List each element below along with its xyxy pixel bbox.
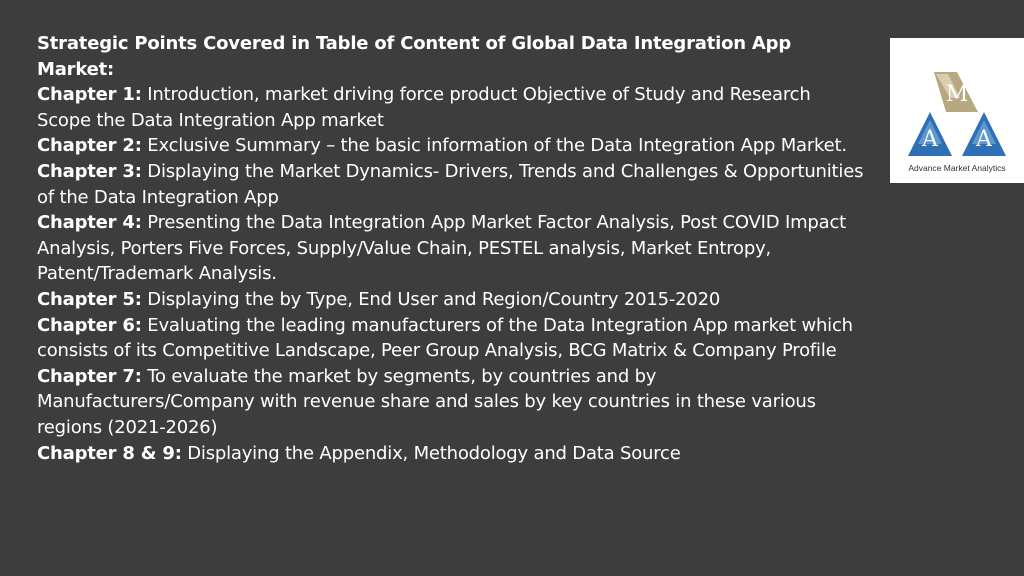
- table-of-contents: [37, 31, 867, 466]
- chapter-text: Displaying the Appendix, Methodology and Data Source: [187, 442, 681, 464]
- chapter-item: [37, 313, 867, 364]
- chapter-label: Chapter 8 & 9:: [37, 442, 182, 464]
- chapter-label: Chapter 1:: [37, 84, 142, 106]
- chapter-text: Displaying the by Type, End User and Region/Country 2015-2020: [147, 288, 721, 310]
- logo-company-name: Advance Market Analytics: [908, 163, 1006, 173]
- chapter-item: [37, 287, 867, 313]
- chapter-text: Exclusive Summary – the basic information of the Data Integration App Market.: [147, 135, 847, 157]
- chapter-label: Chapter 2:: [37, 135, 142, 157]
- chapter-label: Chapter 7:: [37, 365, 142, 387]
- chapter-label: Chapter 5:: [37, 288, 142, 310]
- chapter-text: Displaying the Market Dynamics- Drivers, Trends and Challenges & Opportunities of the Data Integration App: [37, 160, 864, 208]
- chapter-text: Evaluating the leading manufacturers of the Data Integration App market which consists of its Competitive Landscape, Peer Group Analysis, BCG Matrix & Company Profile: [37, 314, 853, 362]
- chapter-label: Chapter 4:: [37, 212, 142, 234]
- company-logo: [890, 38, 1024, 183]
- chapter-item: [37, 364, 867, 441]
- logo-letter-right: A: [976, 127, 992, 152]
- chapter-item: [37, 82, 867, 133]
- chapter-label: Chapter 3:: [37, 160, 142, 182]
- chapter-text: To evaluate the market by segments, by countries and by Manufacturers/Company with revenue share and sales by key countries in these various regions (2021-2026): [37, 365, 816, 438]
- toc-heading: Strategic Points Covered in Table of Content of Global Data Integration App Market:: [37, 33, 792, 80]
- chapter-item: [37, 441, 867, 467]
- logo-letter-middle: M: [945, 82, 969, 107]
- chapter-item: [37, 159, 867, 210]
- ama-logo-icon: [890, 38, 1024, 183]
- chapter-item: [37, 133, 867, 159]
- chapter-item: [37, 210, 867, 287]
- chapter-text: Presenting the Data Integration App Market Factor Analysis, Post COVID Impact Analysis, Porters Five Forces, Supply/Value Chain, PESTEL analysis, Market Entropy, Patent/Trademark Analysis.: [37, 212, 847, 285]
- chapter-text: Introduction, market driving force product Objective of Study and Research Scope the Data Integration App market: [37, 84, 811, 131]
- chapter-label: Chapter 6:: [37, 314, 142, 336]
- logo-letter-left: A: [922, 127, 938, 152]
